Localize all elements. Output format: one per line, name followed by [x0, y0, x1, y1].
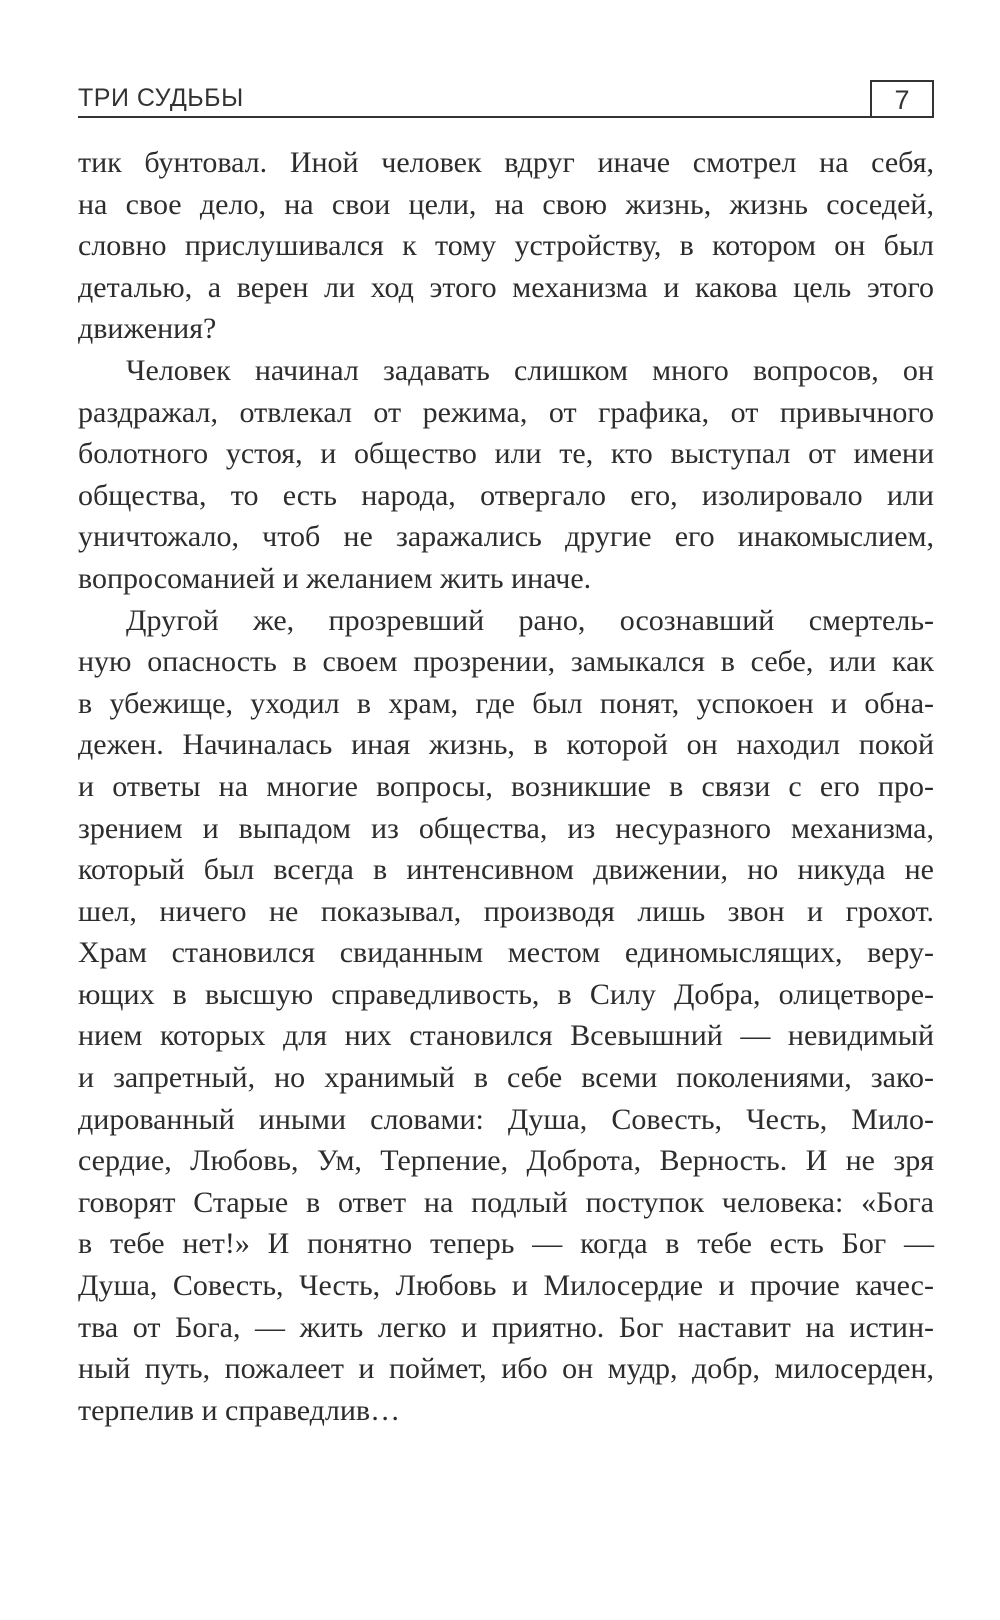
- text-line: шел, ничего не показывал, производя лишь звон и грохот.: [78, 894, 934, 928]
- page-number: 7: [870, 80, 934, 116]
- text-line: в тебе нет!» И понятно теперь — когда в тебе есть Бог —: [78, 1227, 934, 1261]
- running-title: ТРИ СУДЬБЫ: [78, 84, 244, 112]
- paragraph-3: [78, 600, 934, 1432]
- text-line: раздражал, отвлекал от режима, от графика, от привычного: [78, 395, 934, 429]
- paragraph-2: [78, 350, 934, 600]
- text-line: движения?: [78, 312, 217, 346]
- text-line: и ответы на многие вопросы, возникшие в связи с его про-: [78, 769, 934, 803]
- paragraph-1: [78, 142, 934, 350]
- text-line: Храм становился свиданным местом единомыслящих, веру-: [78, 936, 934, 970]
- text-line: болотного устоя, и общество или те, кто выступал от имени: [78, 437, 934, 471]
- text-line: тва от Бога, — жить легко и приятно. Бог наставит на истин-: [78, 1310, 934, 1344]
- text-line: дированный иными словами: Душа, Совесть, Честь, Мило-: [78, 1102, 934, 1136]
- header-rule: [78, 116, 934, 118]
- text-line: тик бунтовал. Иной человек вдруг иначе смотрел на себя,: [78, 146, 934, 179]
- text-line: Другой же, прозревший рано, осознавший смертель-: [126, 603, 934, 637]
- text-line: Человек начинал задавать слишком много вопросов, он: [126, 353, 934, 387]
- body-text: [78, 142, 934, 1431]
- text-line: сердие, Любовь, Ум, Терпение, Доброта, Верность. И не зря: [78, 1144, 934, 1178]
- text-line: общества, то есть народа, отвергало его, изолировало или: [78, 478, 934, 512]
- text-line: и запретный, но хранимый в себе всеми поколениями, зако-: [78, 1061, 934, 1095]
- text-line: Душа, Совесть, Честь, Любовь и Милосердие и прочие качес-: [78, 1269, 934, 1303]
- text-line: терпелив и справедлив…: [78, 1393, 401, 1427]
- text-line: говорят Старые в ответ на подлый поступок человека: «Бога: [78, 1185, 934, 1219]
- text-line: зрением и выпадом из общества, из несуразного механизма,: [78, 811, 934, 845]
- text-line: дежен. Начиналась иная жизнь, в которой он находил покой: [78, 728, 934, 762]
- text-line: ющих в высшую справедливость, в Силу Добра, олицетворе-: [78, 977, 934, 1011]
- text-line: на свое дело, на свои цели, на свою жизнь, жизнь соседей,: [78, 187, 934, 221]
- text-line: нием которых для них становился Всевышний — невидимый: [78, 1019, 934, 1053]
- text-line: словно прислушивался к тому устройству, в котором он был: [78, 229, 934, 263]
- text-line: уничтожало, чтоб не заражались другие его инакомыслием,: [78, 520, 934, 554]
- text-line: в убежище, уходил в храм, где был понят, успокоен и обна-: [78, 686, 934, 720]
- text-line: ный путь, пожалеет и поймет, ибо он мудр, добр, милосерден,: [78, 1352, 934, 1386]
- text-line: вопросоманией и желанием жить иначе.: [78, 561, 592, 595]
- page-header: [78, 78, 934, 124]
- text-line: деталью, а верен ли ход этого механизма и какова цель этого: [78, 270, 934, 304]
- text-line: который был всегда в интенсивном движении, но никуда не: [78, 853, 934, 887]
- text-line: ную опасность в своем прозрении, замыкался в себе, или как: [78, 645, 934, 679]
